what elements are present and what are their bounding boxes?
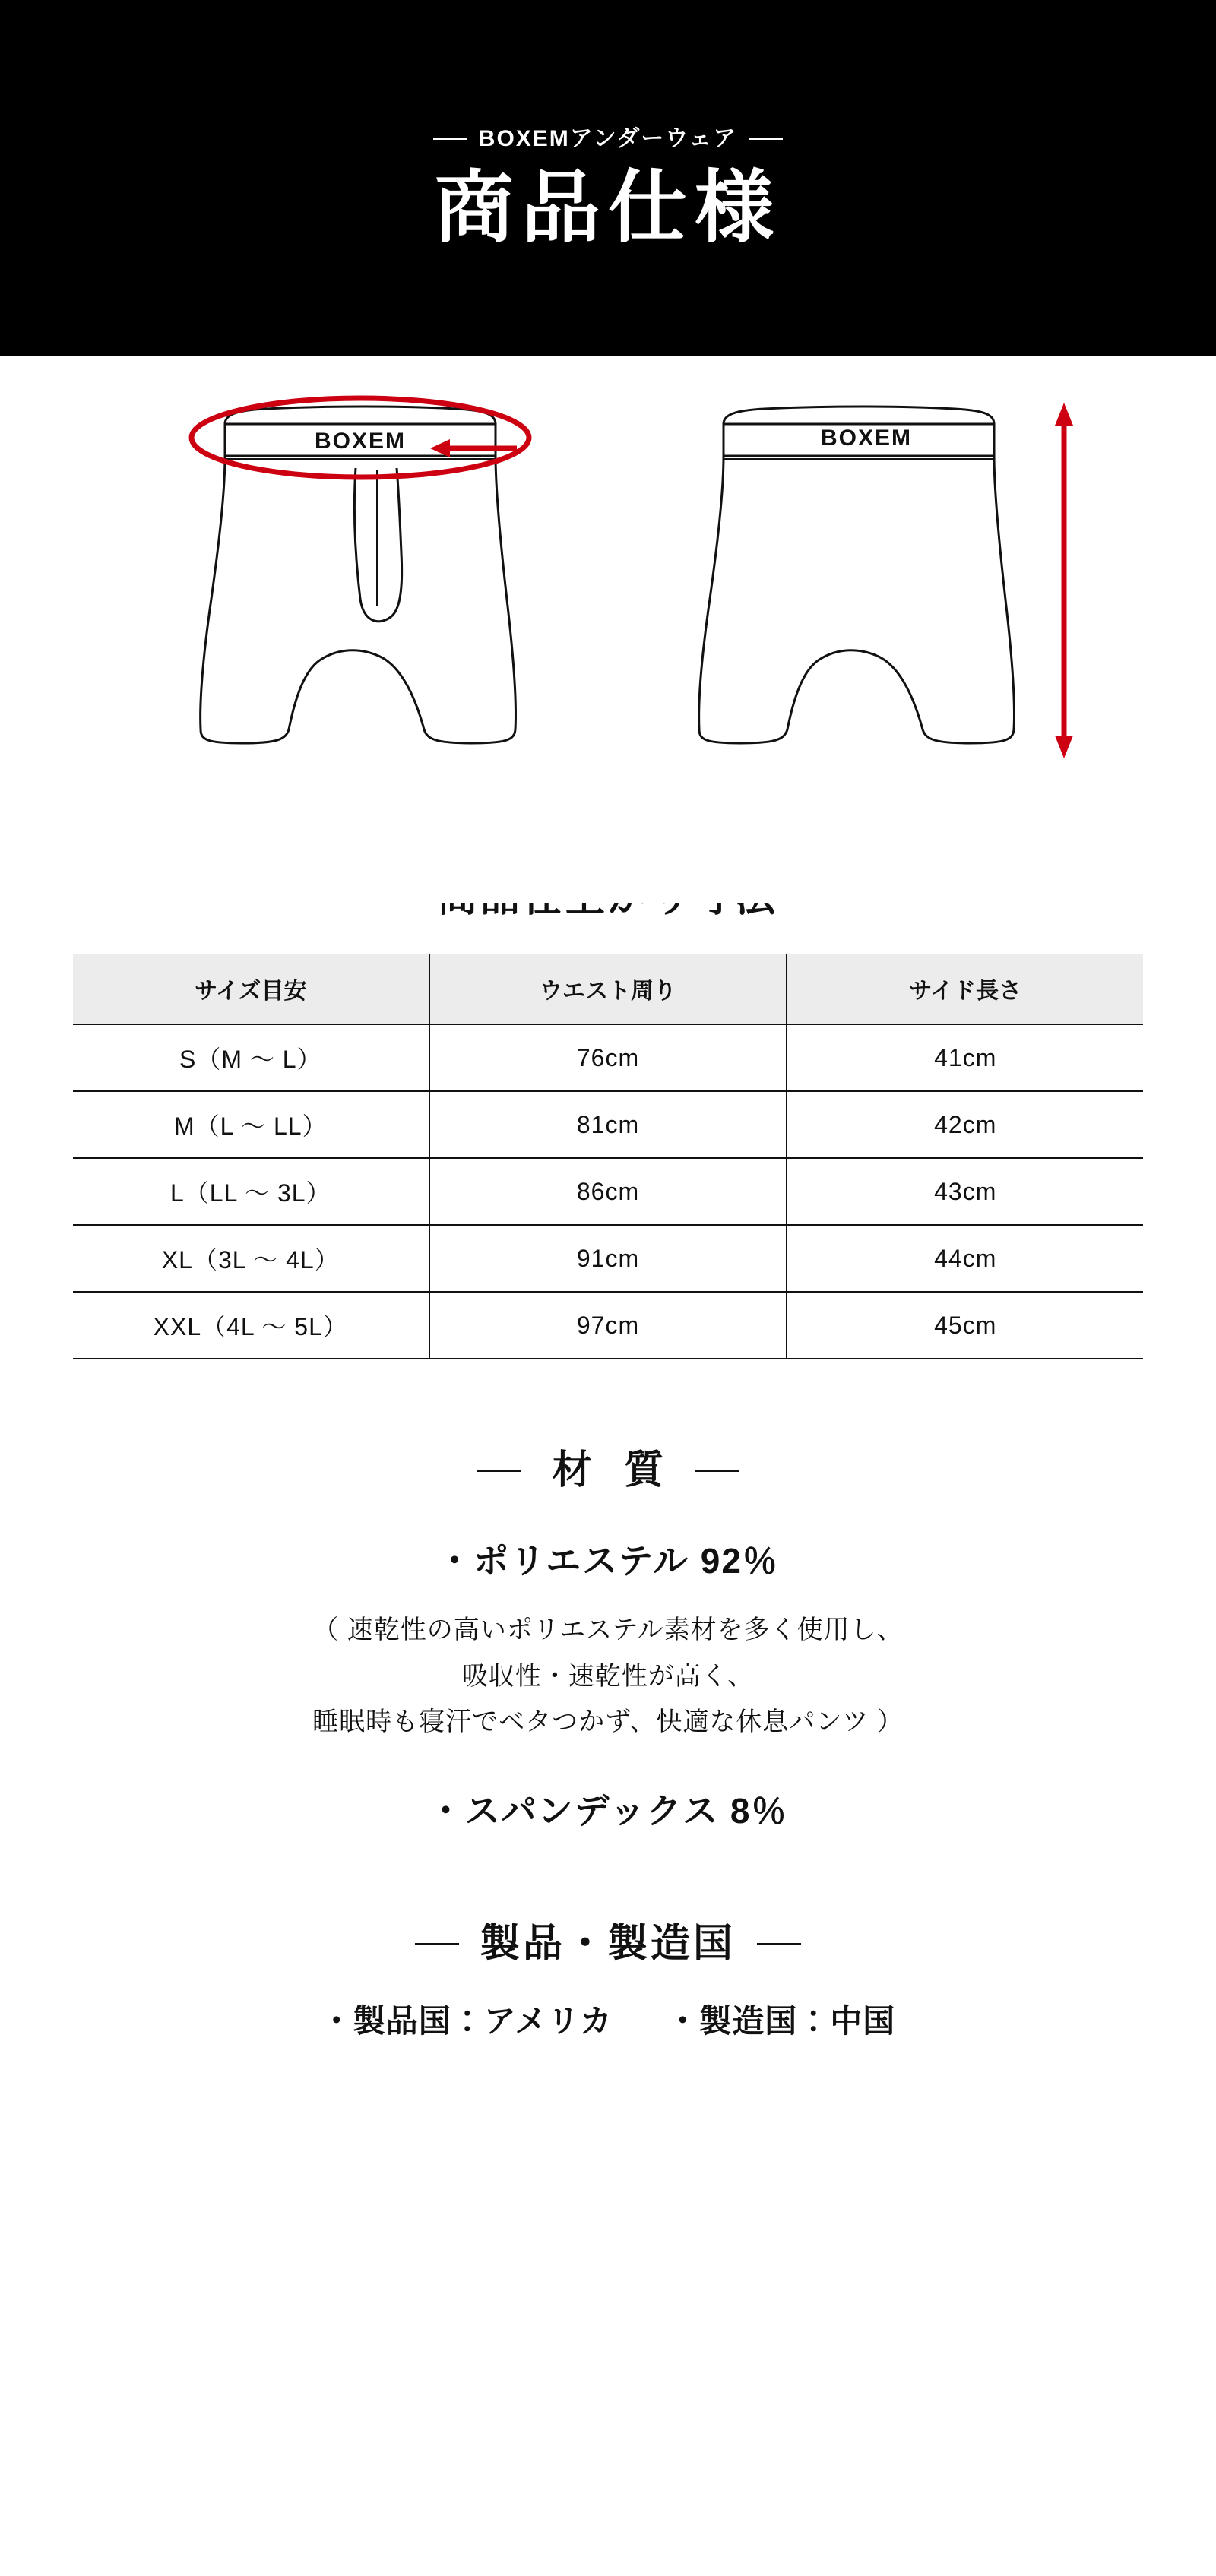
size-table	[73, 954, 1143, 1359]
table-row	[73, 1292, 1143, 1359]
table-header-cell-side: サイド長さ	[787, 954, 1143, 1024]
cell-waist: 97cm	[429, 1292, 787, 1359]
material-content	[0, 1535, 1216, 1837]
heading-rule-right	[695, 1470, 739, 1472]
table-row	[73, 1091, 1143, 1158]
front-fly-outline	[354, 468, 401, 622]
cell-side: 45cm	[787, 1292, 1143, 1359]
origin-manufacture-country: ・製造国：中国	[667, 2003, 896, 2040]
origin-content	[0, 1999, 1216, 2044]
cell-size: L（LL 〜 3L）	[73, 1158, 429, 1225]
side-length-arrow-head-bottom	[1055, 736, 1073, 758]
table-row	[73, 1024, 1143, 1091]
size-table-wrap	[73, 954, 1143, 1359]
cell-side: 43cm	[787, 1158, 1143, 1225]
table-header-row	[73, 954, 1143, 1024]
brand-line	[433, 128, 783, 150]
side-length-arrow-head-top	[1055, 403, 1073, 426]
material-note-line-2: 吸収性・速乾性が高く、	[461, 1661, 755, 1691]
material-section-heading	[0, 1449, 1216, 1492]
table-row	[73, 1225, 1143, 1292]
material-note	[0, 1607, 1216, 1745]
table-header-cell-waist: ウエスト周り	[429, 954, 787, 1024]
front-brand-text: BOXEM	[314, 429, 407, 454]
back-brand-text: BOXEM	[820, 426, 913, 451]
brand-name: BOXEMアンダーウェア	[478, 126, 738, 152]
cell-size: XL（3L 〜 4L）	[73, 1225, 429, 1292]
cell-side: 44cm	[787, 1225, 1143, 1292]
back-view-group	[699, 403, 1073, 758]
heading-rule-right	[757, 1943, 801, 1945]
cell-side: 41cm	[787, 1024, 1143, 1091]
table-row	[73, 1158, 1143, 1225]
front-view-group	[192, 398, 529, 743]
page-header	[0, 0, 1216, 356]
origin-section-heading	[0, 1923, 1216, 1966]
brand-rule-right	[749, 138, 783, 140]
heading-rule-left	[477, 1470, 521, 1472]
cell-waist: 91cm	[429, 1225, 787, 1292]
heading-rule-left	[415, 1943, 459, 1945]
origin-product-country: ・製品国：アメリカ	[320, 2003, 613, 2040]
material-section-title: 材 質	[552, 1448, 675, 1493]
brand-rule-left	[433, 138, 467, 140]
material-item-spandex: ・スパンデックス 8％	[428, 1790, 788, 1831]
cell-waist: 81cm	[429, 1091, 787, 1158]
cell-size: S（M 〜 L）	[73, 1024, 429, 1091]
cell-size: M（L 〜 LL）	[73, 1091, 429, 1158]
page-title: 商品仕様	[434, 164, 781, 253]
material-note-line-3: 睡眠時も寝汗でベタつかず、快適な休息パンツ ）	[312, 1707, 904, 1737]
cell-waist: 86cm	[429, 1158, 787, 1225]
cell-side: 42cm	[787, 1091, 1143, 1158]
boxer-diagram-svg	[76, 356, 1140, 888]
material-item-polyester: ・ポリエステル 92％	[437, 1541, 779, 1581]
cell-size: XXL（4L 〜 5L）	[73, 1292, 429, 1359]
product-illustration	[0, 356, 1216, 903]
cell-waist: 76cm	[429, 1024, 787, 1091]
material-note-line-1: （ 速乾性の高いポリエステル素材を多く使用し、	[312, 1616, 904, 1645]
table-header-cell-size: サイズ目安	[73, 954, 429, 1024]
origin-section-title: 製品・製造国	[480, 1921, 736, 1966]
